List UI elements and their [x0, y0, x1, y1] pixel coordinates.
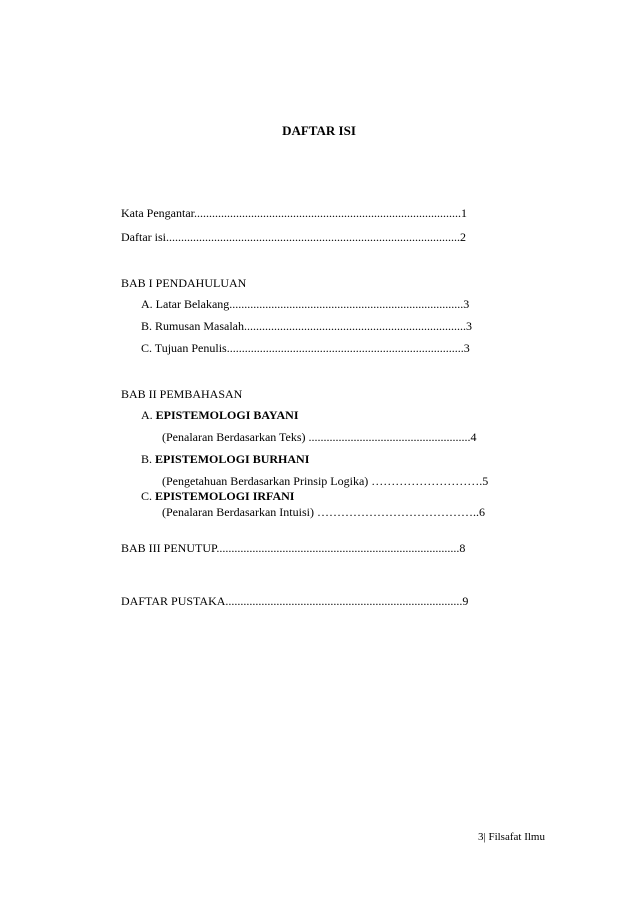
toc-entry-epistemologi-bayani — [141, 408, 299, 423]
toc-entry-bayani-subtitle: (Penalaran Berdasarkan Teks) ......................................................4 — [162, 430, 477, 444]
toc-entry-latar-belakang: A. Latar Belakang..............................................................................3 — [141, 297, 470, 311]
toc-entry-heading: EPISTEMOLOGI BAYANI — [155, 408, 299, 422]
toc-chapter-bab-1: BAB I PENDAHULUAN — [121, 276, 247, 290]
toc-chapter-bab-3: BAB III PENUTUP.................................................................................8 — [121, 541, 466, 555]
toc-entry-heading: EPISTEMOLOGI BURHANI — [155, 452, 310, 466]
toc-entry-tujuan-penulis: C. Tujuan Penulis...............................................................................3 — [141, 341, 470, 355]
toc-entry-letter: C. — [141, 489, 156, 503]
toc-entry-burhani-subtitle: (Pengetahuan Berdasarkan Prinsip Logika) ……………………….5 — [162, 474, 489, 488]
toc-entry-letter: A. — [141, 408, 156, 422]
toc-entry-rumusan-masalah: B. Rumusan Masalah..........................................................................3 — [141, 319, 472, 333]
toc-entry-epistemologi-burhani — [141, 452, 309, 467]
toc-entry-kata-pengantar: Kata Pengantar.........................................................................................1 — [121, 206, 467, 220]
toc-entry-letter: B. — [141, 452, 156, 466]
toc-entry-daftar-isi: Daftar isi..................................................................................................2 — [121, 230, 466, 244]
toc-entry-epistemologi-irfani — [141, 489, 294, 504]
toc-entry-heading: EPISTEMOLOGI IRFANI — [155, 489, 295, 503]
toc-entry-irfani-subtitle: (Penalaran Berdasarkan Intuisi) …………………………………..6 — [162, 505, 485, 519]
page-footer: 3| Filsafat Ilmu — [478, 831, 545, 843]
toc-chapter-bab-2: BAB II PEMBAHASAN — [121, 387, 243, 401]
toc-entry-daftar-pustaka: DAFTAR PUSTAKA...............................................................................9 — [121, 594, 469, 608]
page-title: DAFTAR ISI — [282, 123, 356, 138]
